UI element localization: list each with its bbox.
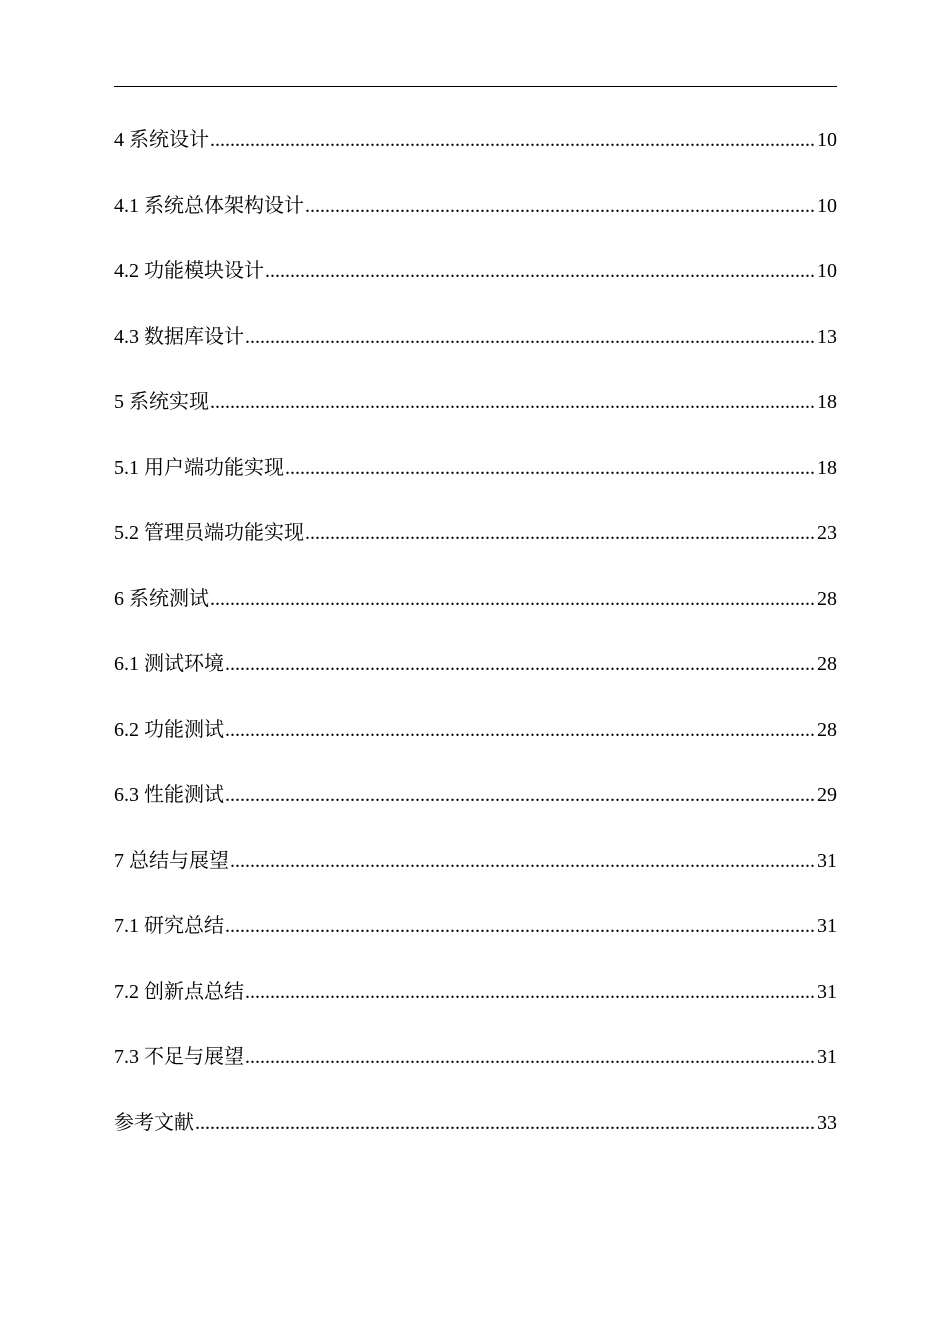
toc-entry-page: 18 [817,456,837,479]
toc-entry[interactable] [114,829,837,895]
toc-entry[interactable] [114,436,837,502]
toc-leader-dots [225,632,816,698]
toc-entry-title: 6.2 功能测试 [114,718,224,741]
toc-entry-page: 23 [817,522,837,544]
toc-entry[interactable] [114,698,837,764]
toc-entry-page: 28 [817,587,837,610]
toc-leader-dots [195,1091,816,1157]
toc-leader-dots [225,894,816,960]
toc-entry-page: 10 [817,260,837,282]
toc-entry-title: 6.1 测试环境 [114,653,224,675]
toc-entry-page: 31 [817,915,837,937]
toc-entry[interactable] [114,501,837,567]
toc-entry-page: 10 [817,129,837,151]
toc-leader-dots [305,501,816,567]
toc-entry-title: 6.3 性能测试 [114,784,224,806]
toc-entry-page: 10 [817,194,837,217]
toc-entry[interactable] [114,1091,837,1157]
toc-entry-title: 6 系统测试 [114,587,209,610]
toc-entry-title: 5.2 管理员端功能实现 [114,522,304,544]
toc-entry-title: 7.3 不足与展望 [114,1046,244,1068]
toc-entry-title: 5 系统实现 [114,391,209,413]
toc-entry-page: 31 [817,849,837,872]
toc-leader-dots [285,436,816,502]
toc-entry-title: 参考文献 [114,1111,194,1134]
toc-entry[interactable] [114,305,837,371]
toc-leader-dots [230,829,816,895]
table-of-contents [114,108,837,1156]
toc-leader-dots [210,108,816,174]
toc-entry-page: 28 [817,718,837,741]
toc-entry[interactable] [114,239,837,305]
toc-entry-title: 4 系统设计 [114,129,209,151]
toc-entry-page: 13 [817,325,837,348]
toc-entry[interactable] [114,763,837,829]
toc-entry[interactable] [114,567,837,633]
toc-entry[interactable] [114,960,837,1026]
toc-leader-dots [265,239,816,305]
toc-entry-title: 4.1 系统总体架构设计 [114,194,304,217]
toc-leader-dots [225,698,816,764]
toc-entry[interactable] [114,174,837,240]
toc-entry[interactable] [114,1025,837,1091]
toc-entry-page: 28 [817,653,837,675]
toc-entry-page: 18 [817,391,837,413]
toc-entry-title: 7.1 研究总结 [114,915,224,937]
toc-entry[interactable] [114,108,837,174]
toc-entry[interactable] [114,894,837,960]
toc-entry[interactable] [114,632,837,698]
toc-entry-title: 4.2 功能模块设计 [114,260,264,282]
toc-entry-page: 31 [817,980,837,1003]
toc-entry-title: 4.3 数据库设计 [114,325,244,348]
toc-leader-dots [305,174,816,240]
toc-entry-title: 5.1 用户端功能实现 [114,456,284,479]
toc-leader-dots [245,1025,816,1091]
toc-entry-page: 33 [817,1111,837,1134]
toc-entry-title: 7.2 创新点总结 [114,980,244,1003]
toc-leader-dots [210,567,816,633]
toc-entry-title: 7 总结与展望 [114,849,229,872]
header-rule [114,86,837,87]
toc-leader-dots [245,960,816,1026]
toc-leader-dots [210,370,816,436]
toc-entry-page: 31 [817,1046,837,1068]
toc-entry[interactable] [114,370,837,436]
toc-leader-dots [225,763,816,829]
toc-entry-page: 29 [817,784,837,806]
toc-leader-dots [245,305,816,371]
